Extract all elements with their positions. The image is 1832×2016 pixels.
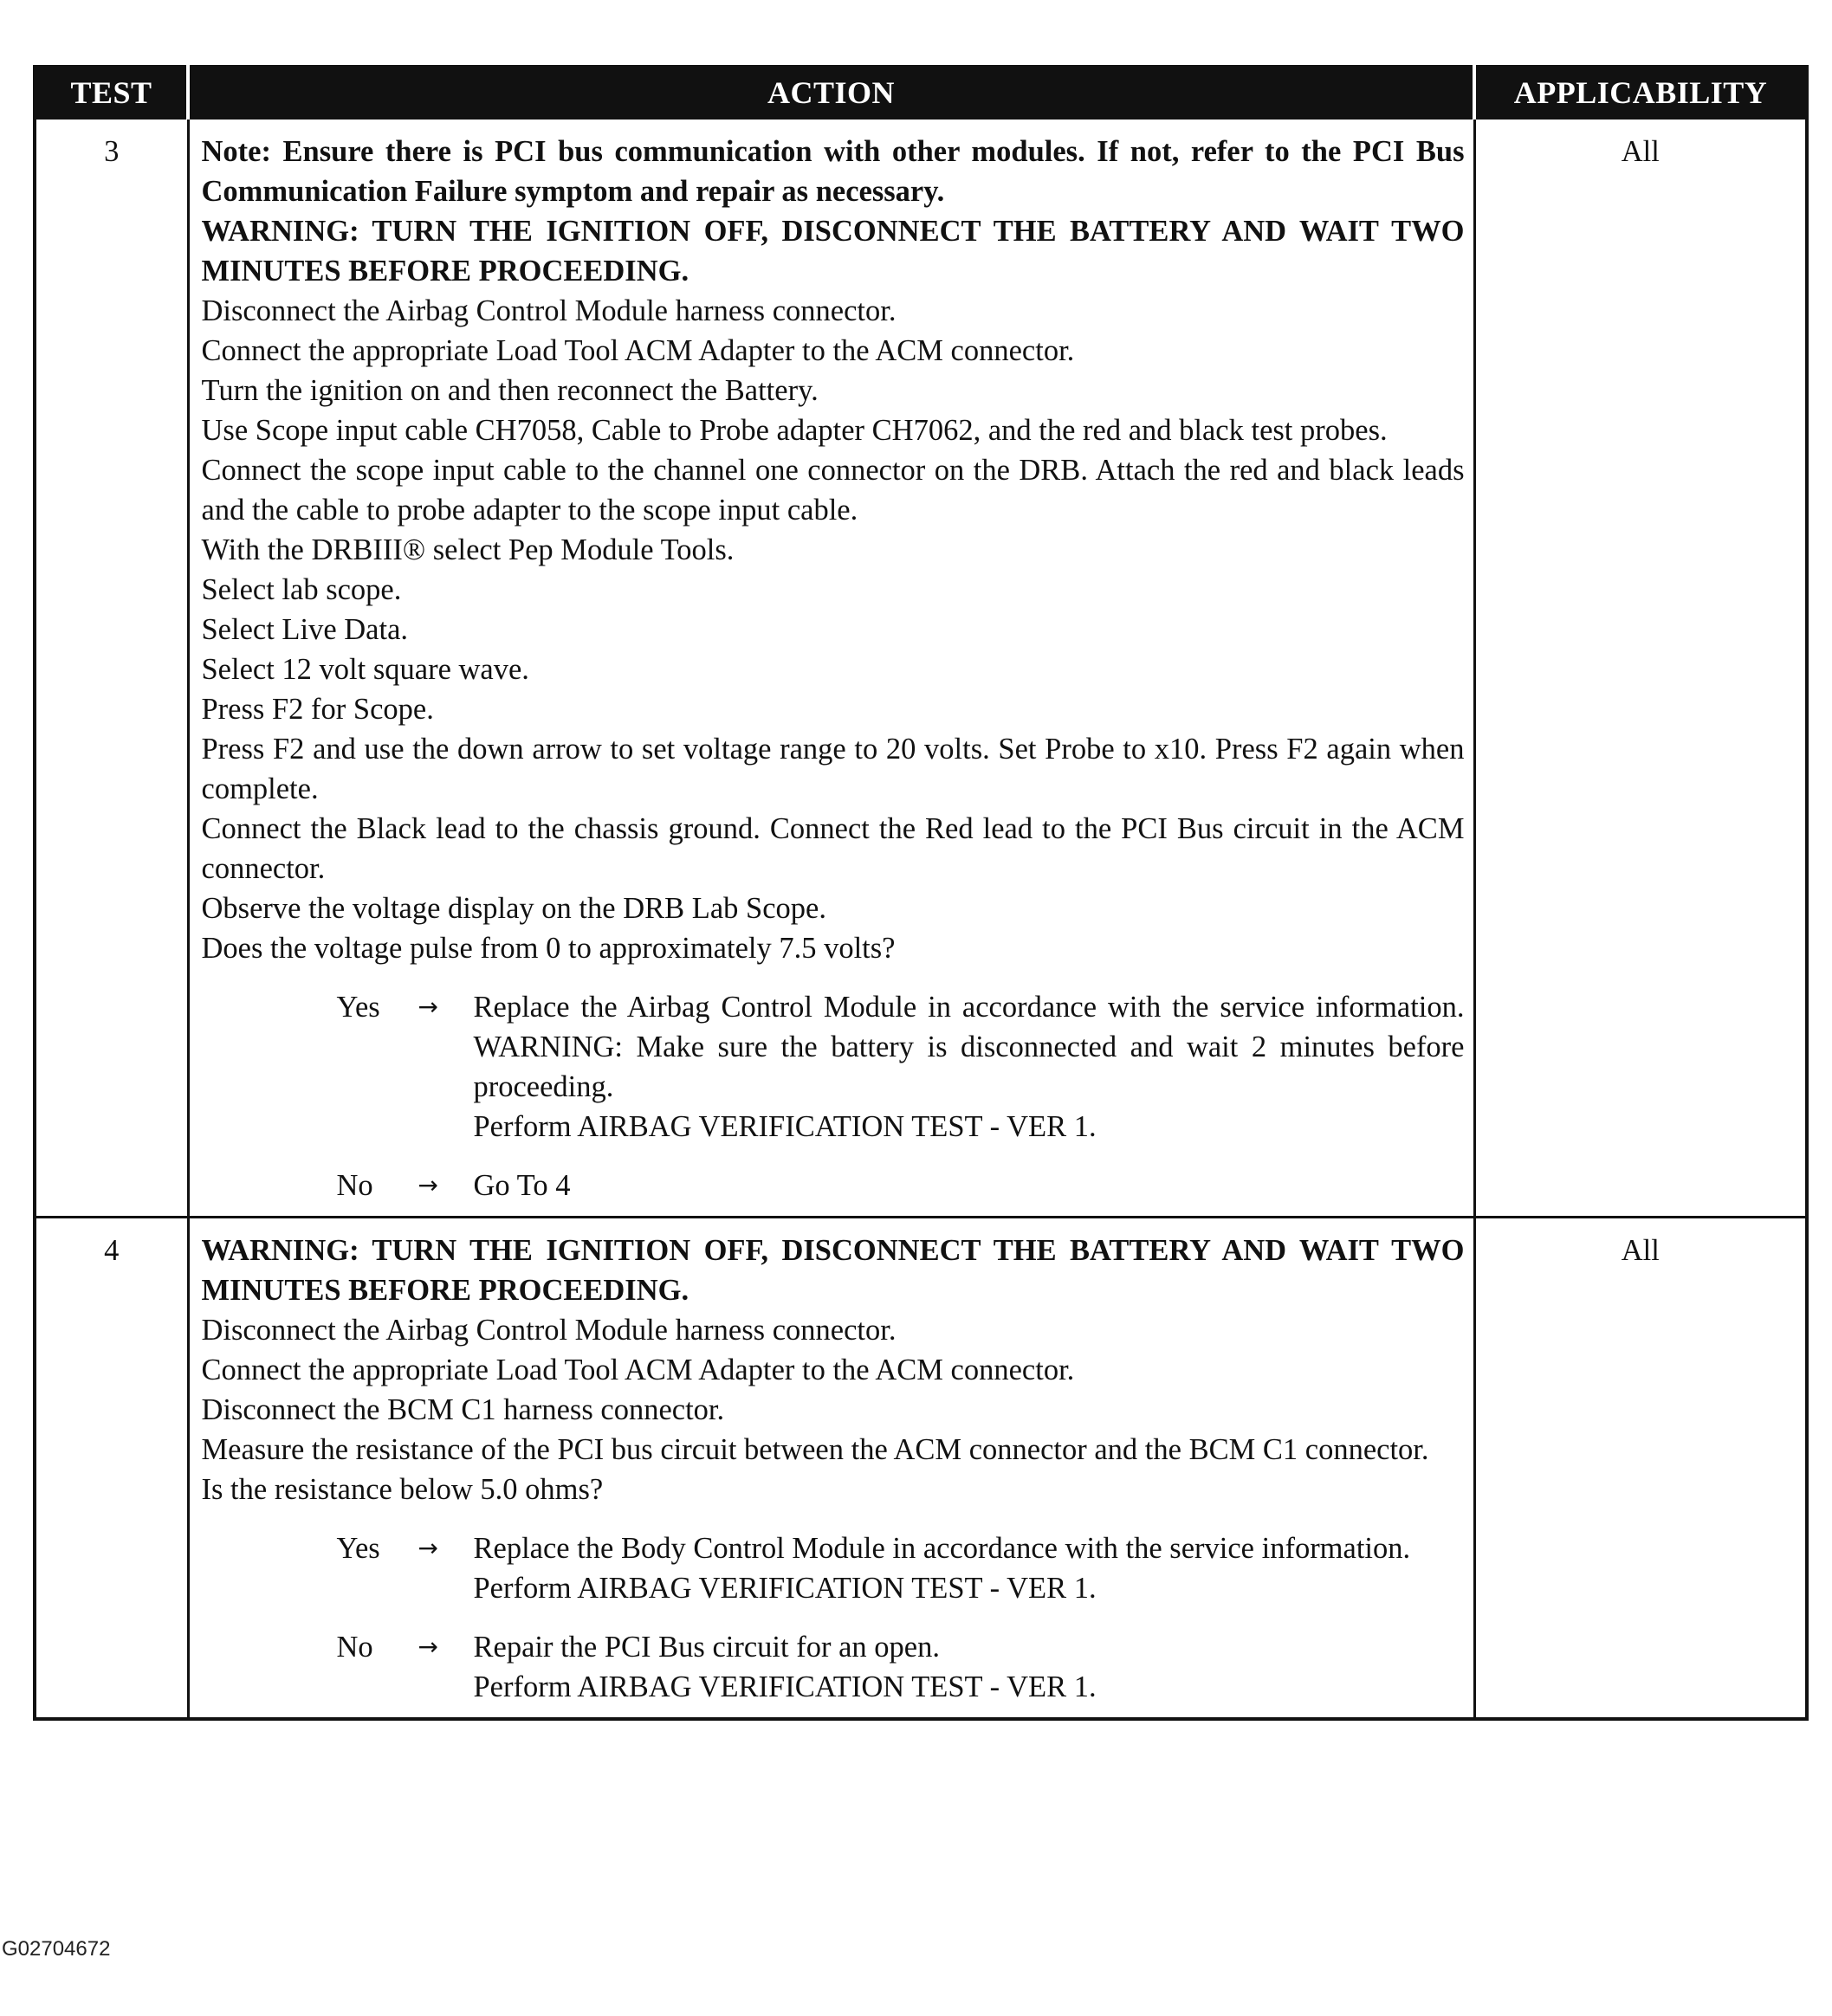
figure-id: G02704672 — [2, 1937, 111, 1961]
diagnostic-test-table — [33, 65, 1809, 1721]
action-step: Select 12 volt square wave. — [201, 653, 529, 686]
outcome-label: Yes — [336, 1532, 380, 1565]
action-step: Use Scope input cable CH7058, Cable to Probe adapter CH7062, and the red and black test probes. — [201, 414, 1388, 447]
header-test: TEST — [35, 67, 188, 119]
action-step: Press F2 for Scope. — [201, 693, 434, 726]
warning-note: WARNING: TURN THE IGNITION OFF, DISCONNECT THE BATTERY AND WAIT TWO MINUTES BEFORE PROCEEDING. — [201, 215, 1465, 288]
outcome-no — [202, 1166, 1465, 1205]
outcome-yes — [202, 1528, 1465, 1608]
outcome-line: Perform AIRBAG VERIFICATION TEST - VER 1. — [473, 1572, 1097, 1605]
outcome-result — [474, 1166, 1465, 1205]
test-number: 3 — [35, 119, 188, 1218]
action-step: Disconnect the Airbag Control Module harness connector. — [201, 294, 897, 327]
outcome-result — [474, 1627, 1465, 1707]
outcome-line: Perform AIRBAG VERIFICATION TEST - VER 1. — [473, 1110, 1097, 1143]
header-action: ACTION — [188, 67, 1474, 119]
applicability-value: All — [1474, 1218, 1807, 1720]
arrow-right-icon: → — [418, 1632, 438, 1661]
action-step: Select lab scope. — [201, 573, 402, 606]
outcome-line: Replace the Airbag Control Module in accordance with the service information. WARNING: Make sure the battery is disconnected and wait 2 minutes before proceeding. — [473, 991, 1465, 1103]
outcome-yes — [202, 987, 1465, 1147]
action-cell — [188, 1218, 1474, 1720]
action-step: Press F2 and use the down arrow to set voltage range to 20 volts. Set Probe to x10. Press F2 again when complete. — [201, 733, 1465, 805]
applicability-value: All — [1474, 119, 1807, 1218]
outcome-label: No — [336, 1169, 373, 1202]
outcome-result — [474, 1528, 1465, 1608]
table-row — [35, 1218, 1807, 1720]
action-step: Disconnect the BCM C1 harness connector. — [201, 1393, 725, 1426]
action-cell — [188, 119, 1474, 1218]
outcome-result — [474, 987, 1465, 1147]
test-number: 4 — [35, 1218, 188, 1720]
outcome-line: Replace the Body Control Module in accordance with the service information. — [473, 1532, 1411, 1565]
action-step: Observe the voltage display on the DRB Lab Scope. — [201, 892, 826, 925]
action-step: Connect the appropriate Load Tool ACM Adapter to the ACM connector. — [201, 334, 1075, 367]
outcome-no — [202, 1627, 1465, 1707]
arrow-right-icon: → — [418, 1534, 438, 1562]
action-step: Is the resistance below 5.0 ohms? — [201, 1473, 604, 1506]
outcome-label: Yes — [336, 991, 380, 1024]
warning-note: WARNING: TURN THE IGNITION OFF, DISCONNECT THE BATTERY AND WAIT TWO MINUTES BEFORE PROCEEDING. — [201, 1234, 1465, 1307]
outcome-line: Perform AIRBAG VERIFICATION TEST - VER 1. — [473, 1670, 1097, 1703]
action-step: Does the voltage pulse from 0 to approximately 7.5 volts? — [201, 932, 896, 965]
action-step: Turn the ignition on and then reconnect the Battery. — [201, 374, 819, 407]
outcome-label: No — [336, 1631, 373, 1664]
action-step: Connect the appropriate Load Tool ACM Adapter to the ACM connector. — [201, 1354, 1075, 1386]
action-step: With the DRBIII® select Pep Module Tools. — [201, 533, 735, 566]
action-step: Connect the scope input cable to the channel one connector on the DRB. Attach the red and black leads and the cable to probe adapter to the scope input cable. — [201, 454, 1465, 527]
table-row — [35, 119, 1807, 1218]
table-body — [35, 119, 1807, 1720]
outcome-list — [202, 1528, 1465, 1707]
arrow-right-icon: → — [418, 992, 438, 1021]
action-step: Disconnect the Airbag Control Module harness connector. — [201, 1314, 897, 1347]
diagnostic-page — [33, 65, 1805, 1721]
action-step: Measure the resistance of the PCI bus circuit between the ACM connector and the BCM C1 connector. — [201, 1433, 1429, 1466]
action-step: Connect the Black lead to the chassis ground. Connect the Red lead to the PCI Bus circuit in the ACM connector. — [201, 812, 1465, 885]
outcome-line: Go To 4 — [473, 1169, 571, 1202]
table-header-row — [35, 67, 1807, 119]
outcome-list — [202, 987, 1465, 1205]
action-step: Select Live Data. — [201, 613, 409, 646]
warning-note: Note: Ensure there is PCI bus communication with other modules. If not, refer to the PCI Bus Communication Failure symptom and repair as necessary. — [201, 135, 1465, 208]
outcome-line: Repair the PCI Bus circuit for an open. — [473, 1631, 940, 1664]
header-applicability: APPLICABILITY — [1474, 67, 1807, 119]
arrow-right-icon: → — [418, 1171, 438, 1199]
